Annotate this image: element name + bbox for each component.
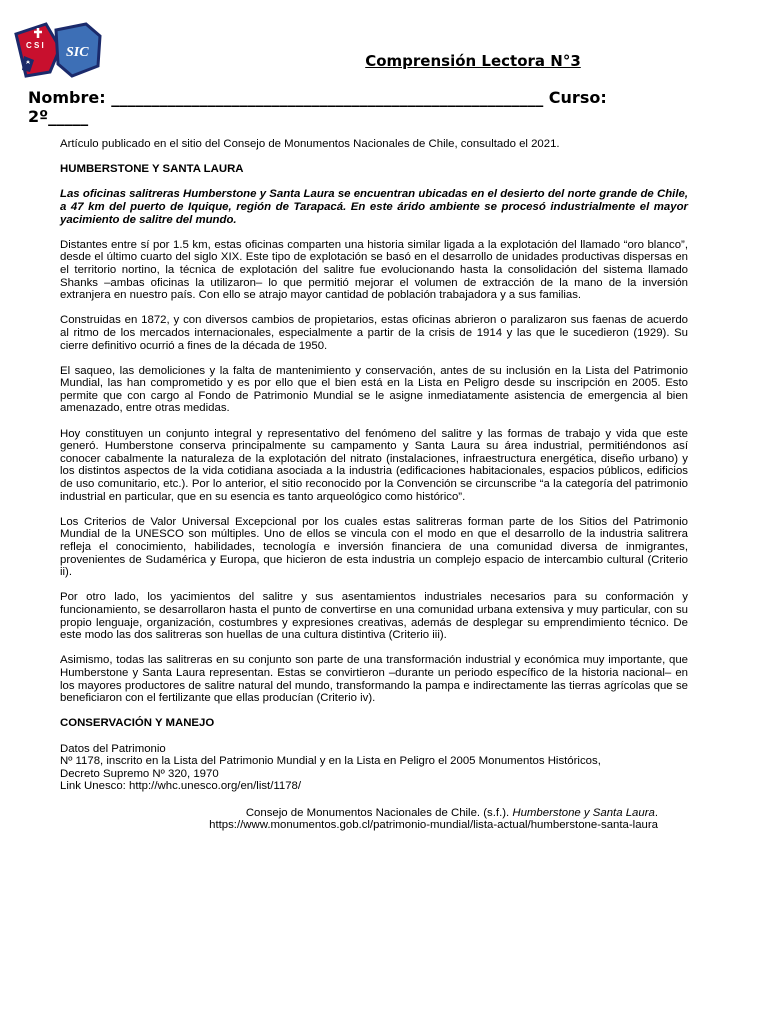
heritage-data (60, 743, 688, 793)
article-heading: HUMBERSTONE Y SANTA LAURA (60, 163, 244, 176)
citation-suffix: . (654, 806, 658, 819)
name-line: Nombre: ______________________________________________________ Curso: (28, 88, 607, 107)
data-line: Nº 1178, inscrito en la Lista del Patrimonio Mundial y en la Lista en Peligro el 2005 Monumentos Históricos, (60, 755, 601, 768)
citation-url: https://www.monumentos.gob.cl/patrimonio-mundial/lista-actual/humberstone-santa-laura (209, 819, 658, 832)
course-line: 2º_____ (28, 107, 89, 126)
article-lead: Las oficinas salitreras Humberstone y Santa Laura se encuentran ubicadas en el desierto del norte grande de Chile, a 47 km del puerto de Iquique, región de Tarapacá. En este árido ambiente se procesó industrialmente el mayor yacimiento de salitre del mundo. (60, 188, 688, 226)
article-paragraph: El saqueo, las demoliciones y la falta de mantenimiento y conservación, antes de su inclusión en la Lista del Patrimonio Mundial, las han comprometido y es por ello que el bien está en la Lista en Peligro desde su inscripción en 2005. Esto permite que con cargo al Fondo de Patrimonio Mundial se le asigne inmediatamente asistencia de emergencia al bien amenazado, entre otras medidas. (60, 364, 688, 415)
article-paragraph: Hoy constituyen un conjunto integral y representativo del fenómeno del salitre y las formas de trabajo y vida que este generó. Humberstone conserva principalmente su campamento y Santa Laura su área industrial, permitiéndonos así conocer cabalmente la naturaleza de la explotación del nitrato (instalaciones, infraestructura energética, diseño urbano) y los distintos aspectos de la vida cotidiana asociada a la industria (edificaciones habitacionales, espacios públicos, edificios de uso comunitario, etc.). Por lo anterior, el sitio reconocido por la Convención se circunscribe “a la categoría del patrimonio industrial en particular, que en su esencia es tanto arqueológico como histórico”. (60, 427, 688, 503)
article-source-intro: Artículo publicado en el sitio del Consejo de Monumentos Nacionales de Chile, consultado el 2021. (60, 138, 560, 150)
article-paragraph: Construidas en 1872, y con diversos cambios de propietarios, estas oficinas abrieron o paralizaron sus faenas de acuerdo al ritmo de los mercados internacionales, especialmente a partir de la crisis de 1914 y las que le sucedieron (1929). Su cierre definitivo ocurrió a fines de la década de 1950. (60, 314, 688, 352)
data-line: Link Unesco: http://whc.unesco.org/en/list/1178/ (60, 780, 302, 793)
svg-text:C S I: C S I (26, 41, 44, 50)
data-line: Datos del Patrimonio (60, 742, 166, 755)
citation-prefix: Consejo de Monumentos Nacionales de Chile. (s.f.). (245, 806, 513, 819)
article (60, 138, 688, 845)
page-title: Comprensión Lectora N°3 (365, 52, 581, 70)
citation (60, 807, 688, 832)
article-paragraph: Por otro lado, los yacimientos del salitre y sus asentamientos industriales necesarios para su conformación y funcionamiento, se desarrollaron hasta el punto de convertirse en una comunidad urbana extensiva y muy particular, con su propio lenguaje, organización, costumbres y expresiones creativas, además de desplegar su emprendimiento técnico. De este modo las dos salitreras son huellas de una cultura distintiva (Criterio iii). (60, 591, 688, 642)
student-info (28, 88, 718, 126)
article-paragraph: Los Criterios de Valor Universal Excepcional por los cuales estas salitreras forman parte de los Sitios del Patrimonio Mundial de la UNESCO son múltiples. Uno de ellos se vincula con el modo en que el desarrollo de la industria salitrera refleja el conocimiento, habilidades, tecnología e inversión financiera de una comunidad diversa de inmigrantes, provenientes de Sudamérica y Europa, que hicieron de esta industria un complejo espacio de intercambio cultural (Criterio ii). (60, 515, 688, 579)
article-paragraph: Asimismo, todas las salitreras en su conjunto son parte de una transformación industrial y económica muy importante, que Humberstone y Santa Laura representan. Estas se convirtieron –durante un periodo específico de la historia nacional– en los mayores productores de salitre natural del mundo, transformando la pampa e indirectamente las tierras agrícolas que se beneficiaron con el fertilizante que ellas producían (Criterio iv). (60, 654, 688, 705)
citation-title: Humberstone y Santa Laura (512, 806, 655, 819)
article-paragraph: Distantes entre sí por 1.5 km, estas oficinas comparten una historia similar ligada a la explotación del llamado “oro blanco”, desde el último cuarto del siglo XIX. Este tipo de explotación se basó en el desarrollo de unidades productivas dispersas en el territorio nortino, la técnica de explotación del salitre fue evolucionando hasta la consolidación del sistema llamado Shanks –ambas oficinas la utilizaron– lo que permitió mejorar el volumen de extracción de la mano de la inversión extranjera en nuestro país. Con ello se atrajo mayor cantidad de población trabajadora y a sus familias. (60, 238, 688, 302)
school-logo (12, 20, 102, 80)
svg-text:SIC: SIC (66, 45, 89, 60)
section-heading: CONSERVACIÓN Y MANEJO (60, 717, 215, 730)
data-line: Decreto Supremo Nº 320, 1970 (60, 767, 219, 780)
